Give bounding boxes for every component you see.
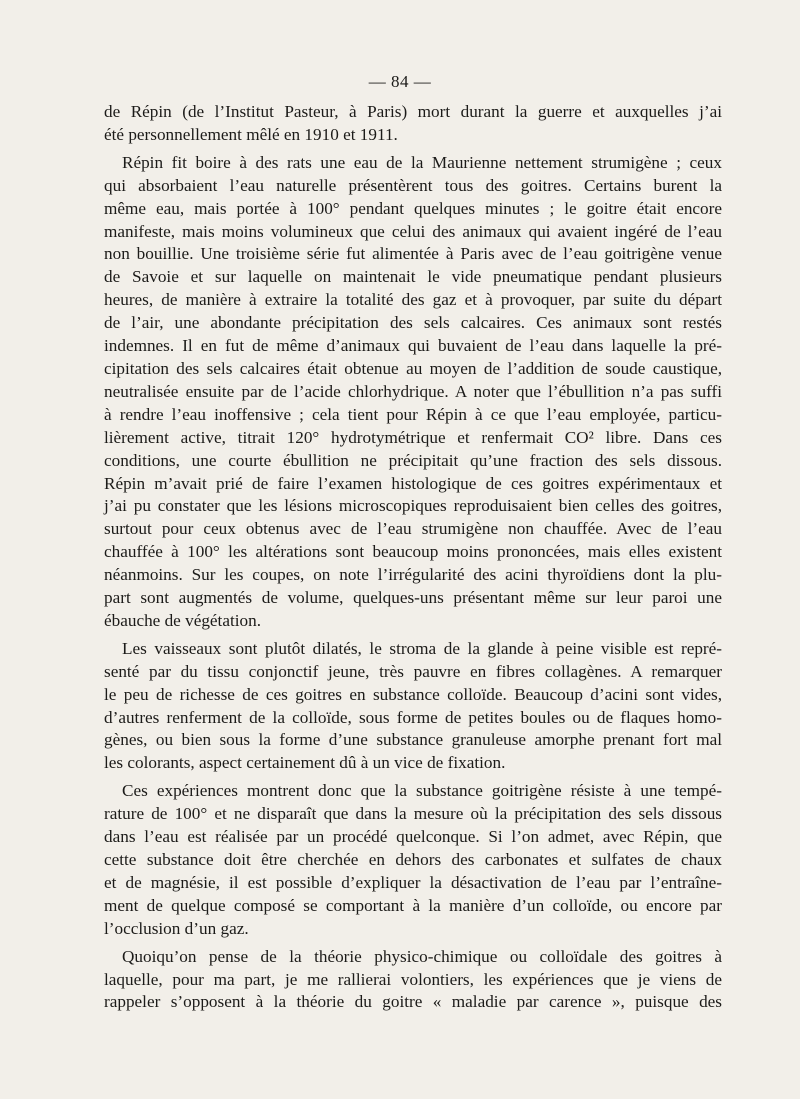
text-line: l’occlusion d’un gaz. xyxy=(104,918,249,938)
text-line: Ces expériences montrent donc que la substance goitrigène résiste à une tempé- xyxy=(122,781,722,801)
text-line: le peu de richesse de ces goitres en substance colloïde. Beaucoup d’acini sont vides, xyxy=(104,684,722,704)
text-line: senté par du tissu conjonctif jeune, très pauvre en fibres collagènes. A remarquer xyxy=(104,661,722,681)
text-line: de l’air, une abondante précipitation des sels calcaires. Ces animaux sont restés xyxy=(104,313,722,333)
text-line: les colorants, aspect certainement dû à un vice de fixation. xyxy=(104,753,506,773)
text-line: Quoiqu’on pense de la théorie physico-chimique ou colloïdale des goitres à xyxy=(122,946,722,966)
text-line: été personnellement mêlé en 1910 et 1911. xyxy=(104,124,398,144)
page-number: — 84 — xyxy=(368,72,432,91)
text-line: même eau, mais portée à 100° pendant quelques minutes ; le goitre était encore xyxy=(104,198,722,218)
text-line: néanmoins. Sur les coupes, on note l’irrégularité des acini thyroïdiens dont la plu- xyxy=(104,565,722,585)
text-line: j’ai pu constater que les lésions microscopiques reproduisaient bien celles des goitres, xyxy=(104,496,722,516)
text-line: Répin m’avait prié de faire l’examen histologique de ces goitres expérimentaux et xyxy=(104,473,722,493)
paragraph-4 xyxy=(104,780,722,940)
text-line: manifeste, mais moins volumineux que celui des animaux qui avaient ingéré de l’eau xyxy=(104,221,722,241)
text-line: surtout pour ceux obtenus avec de l’eau strumigène non chauffée. Avec de l’eau xyxy=(104,519,722,539)
text-line: cipitation des sels calcaires était obtenue au moyen de l’addition de soude caustique, xyxy=(104,358,722,378)
paragraph-3 xyxy=(104,638,722,775)
text-line: chauffée à 100° les altérations sont beaucoup moins prononcées, mais elles existent xyxy=(104,542,722,562)
text-line: Les vaisseaux sont plutôt dilatés, le stroma de la glande à peine visible est repré- xyxy=(122,638,722,658)
text-line: laquelle, pour ma part, je me rallierai volontiers, les expériences que je viens de xyxy=(104,969,722,989)
paragraph-5 xyxy=(104,946,722,1015)
text-line: heures, de manière à extraire la totalité des gaz et à provoquer, par suite du départ xyxy=(104,290,722,310)
text-line: d’autres renferment de la colloïde, sous forme de petites boules ou de flaques homo- xyxy=(104,707,722,727)
text-line: rature de 100° et ne disparaît que dans la mesure où la précipitation des sels dissous xyxy=(104,804,722,824)
text-line: gènes, ou bien sous la forme d’une substance granuleuse amorphe prenant fort mal xyxy=(104,730,722,750)
text-line: rappeler s’opposent à la théorie du goitre « maladie par carence », puisque des xyxy=(104,992,722,1012)
paragraph-2 xyxy=(104,152,722,633)
text-line: ment de quelque composé se comportant à la manière d’un colloïde, ou encore par xyxy=(104,895,722,915)
text-line: lièrement active, titrait 120° hydrotymétrique et renfermait CO² libre. Dans ces xyxy=(104,427,722,447)
text-line: de Répin (de l’Institut Pasteur, à Paris) mort durant la guerre et auxquelles j’ai xyxy=(104,102,722,121)
text-line: ébauche de végétation. xyxy=(104,610,261,630)
paragraph-1 xyxy=(104,101,722,147)
text-line: cette substance doit être cherchée en dehors des carbonates et sulfates de chaux xyxy=(104,850,722,869)
text-line: neutralisée ensuite par de l’acide chlorhydrique. A noter que l’ébullition n’a pas suffi xyxy=(104,381,722,401)
text-line: et de magnésie, il est possible d’expliquer la désactivation de l’eau par l’entraîne- xyxy=(104,872,722,892)
text-line: à rendre l’eau inoffensive ; cela tient pour Répin à ce que l’eau employée, particu- xyxy=(104,404,722,424)
text-line: dans l’eau est réalisée par un procédé quelconque. Si l’on admet, avec Répin, que xyxy=(104,827,722,847)
text-line: indemnes. Il en fut de même d’animaux qui buvaient de l’eau dans laquelle la pré- xyxy=(104,336,722,356)
text-line: part sont augmentés de volume, quelques-uns présentant même sur leur paroi une xyxy=(104,588,722,608)
text-line: conditions, une courte ébullition ne précipitait qu’une fraction des sels dissous. xyxy=(104,450,722,470)
text-line: de Savoie et sur laquelle on maintenait le vide pneumatique pendant plusieurs xyxy=(104,267,722,287)
body-text xyxy=(104,101,722,1019)
text-line: qui absorbaient l’eau naturelle présentèrent tous des goitres. Certains burent la xyxy=(104,175,722,195)
text-line: non bouillie. Une troisième série fut alimentée à Paris avec de l’eau goitrigène venue xyxy=(104,244,722,264)
text-line: Répin fit boire à des rats une eau de la Maurienne nettement strumigène ; ceux xyxy=(122,152,722,172)
